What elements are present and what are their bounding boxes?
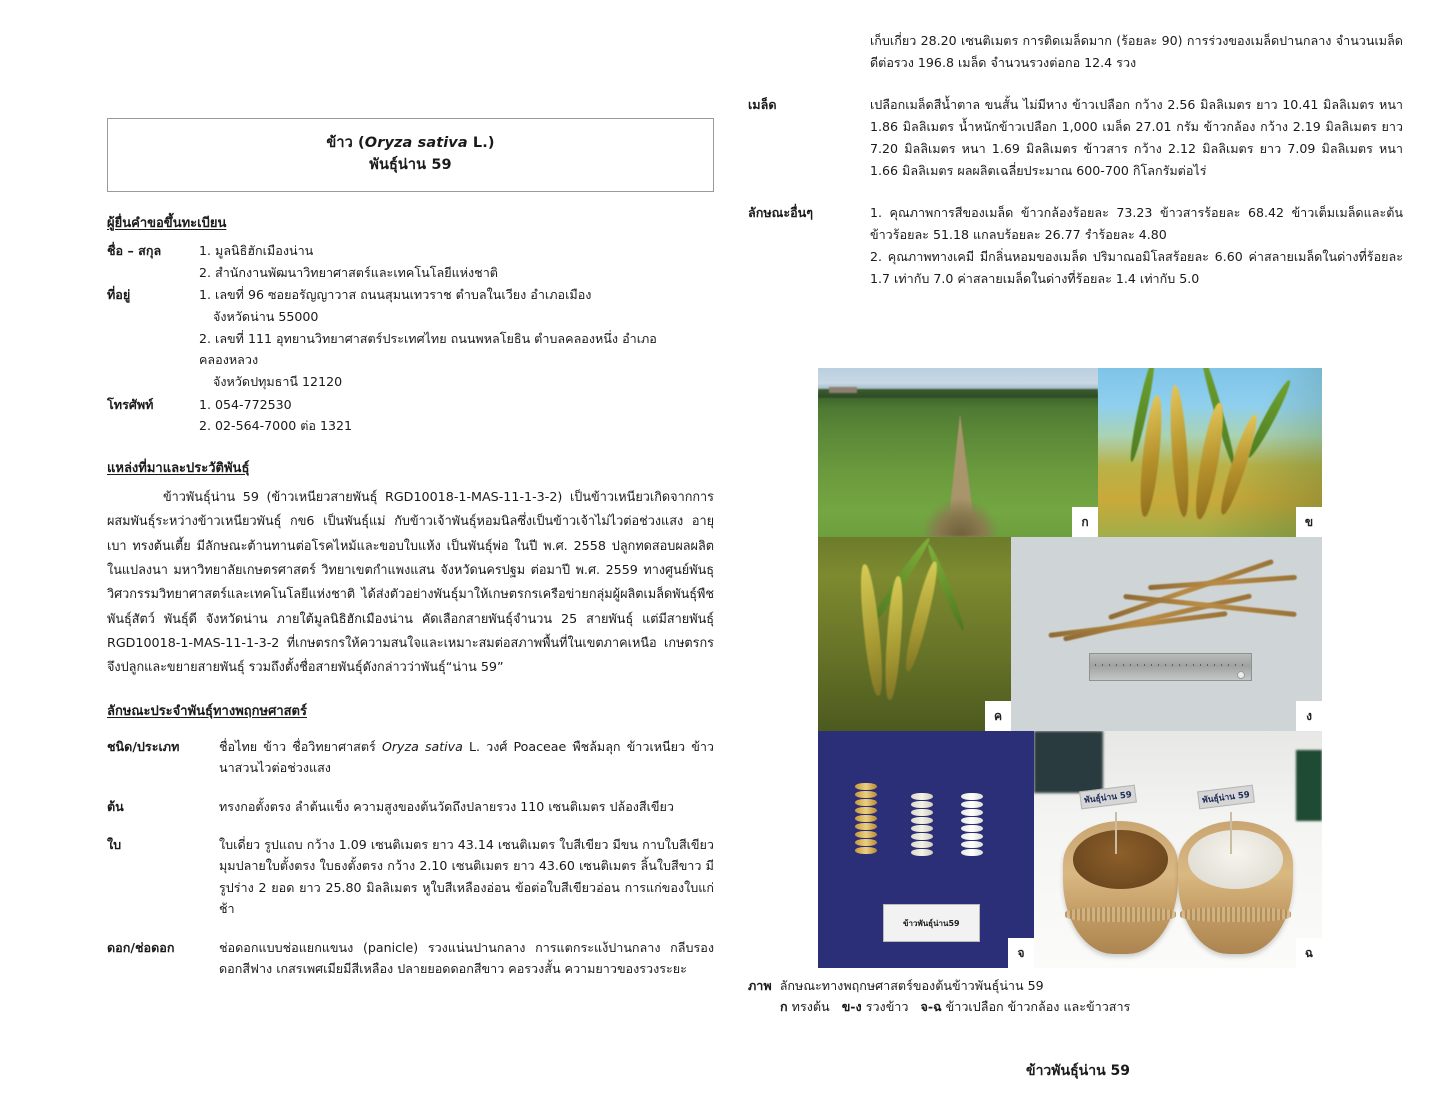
right-column [748,30,1403,290]
applicant-address-row [107,284,714,392]
other-characteristics-line: 2. คุณภาพทางเคมี มีกลิ่นหอมของเมล็ด ปริมาณอมิโลสร้อยละ 6.60 ค่าสลายเมล็ดในด่างที่ร้อยละ 1.7 เท่ากับ 7.0 ค่าสลายเมล็ดในด่างที่ร้อยละ 1.4 เท่ากับ 5.0 [870,249,1403,287]
botanical-heading: ลักษณะประจำพันธุ์ทางพฤกษศาสตร์ [107,703,307,719]
grain-decor [855,799,877,806]
applicant-phone-values [199,394,714,437]
grain-decor [961,833,983,840]
address-item: จังหวัดน่าน 55000 [213,308,319,324]
botanical-value: ช่อดอกแบบช่อแยกแขนง (panicle) รวงแน่นปานกลาง การแตกระแง้ปานกลาง กลีบรองดอกสีฟาง เกสรเพศเมียมีสีเหลือง ปลายยอดดอกสีขาว คอรวงสั้น ความยาวของรวงระยะ [219,939,714,977]
caption-text-c: ข้าวเปลือก ข้าวกล้อง และข้าวสาร [945,999,1131,1015]
applicant-address-values [199,284,714,392]
grain-decor [855,831,877,838]
background-green-decor [1296,750,1322,821]
seed-value [870,94,1403,182]
grain-decor [961,825,983,832]
continuation-paragraph: เก็บเกี่ยว 28.20 เซนติเมตร การติดเมล็ดมาก (ร้อยละ 90) การร่วงของเมล็ดปานกลาง จำนวนเมล็ดดีต่อรวง 196.8 เมล็ด จำนวนรวงต่อกอ 12.4 รวง [870,33,1403,71]
seed-row [748,94,1403,182]
origin-paragraph-text: ข้าวพันธุ์น่าน 59 (ข้าวเหนียวสายพันธุ์ RGD10018-1-MAS-11-1-3-2) เป็นข้าวเหนียวเกิดจากการผสมพันธุ์ระหว่างข้าวเหนียวพันธุ์ กข6 เป็นพันธุ์แม่ กับข้าวเจ้าพันธุ์หอมนิลซึ่งเป็นข้าวเจ้าไม่ไวต่อช่วงแสง อายุเบา ทรงต้นเตี้ย มีลักษณะต้านทานต่อโรคไหม้และขอบใบแห้ง เป็นพันธุ์พ่อ ในปี พ.ศ. 2558 ปลูกทดสอบผลผลิตในแปลงนา มหาวิทยาลัยเกษตรศาสตร์ วิทยาเขตกำแพงแสน จังหวัดนครปฐม ต่อมาปี พ.ศ. 2559 ทางศูนย์พันธุวิศวกรรมวิทยาศาสตร์และเทคโนโลยีแห่งชาติ ได้ส่งตัวอย่างพันธุ์มาให้เกษตรกรเครือข่ายกลุ่มผู้ผลิตเมล็ดพันธุ์พืช พันธุ์สัตว์ พันธุ์ดี จังหวัดน่าน ภายใต้มูลนิธิฮักเมืองน่าน คัดเลือกสายพันธุ์จำนวน 25 สายพันธุ์ แต่มีสายพันธุ์ RGD10018-1-MAS-11-1-3-2 ที่เกษตรกรให้ความสนใจและเหมาะสมต่อสภาพพื้นที่ในเขตภาคเหนือ เกษตรกรจึงปลูกและขยายสายพันธุ์ รวมถึงตั้งชื่อสายพันธุ์ดังกล่าวว่าพันธุ์“น่าน 59” [107,488,714,675]
basket-weave-decor [1065,907,1176,922]
botanical-row-flower [107,937,714,980]
caption-line-2 [748,996,1408,1017]
grain-decor [855,815,877,822]
panicle-field-photo [818,537,1011,731]
ruler-decor [1089,653,1253,680]
caption-text-a: ทรงต้น [791,999,830,1015]
grain-decor [911,833,933,840]
brown-rice-basket [1063,821,1178,954]
grain-decor [961,841,983,848]
caption-text-b: รวงข้าว [865,999,909,1015]
milled-rice-fill [1188,830,1282,888]
address-item: 1. เลขที่ 96 ซอยอรัญญาวาส ถนนสุมนเทวราช ตำบลในเวียง อำเภอเมือง [199,287,592,303]
botanical-row-stem [107,796,714,817]
title-species-prefix: ข้าว ( [326,135,365,151]
phone-item: 1. 054-772530 [199,396,292,412]
grain-decor [961,801,983,808]
other-characteristics-line: 1. คุณภาพการสีของเมล็ด ข้าวกล้องร้อยละ 73.23 ข้าวสารร้อยละ 68.42 ข้าวเต็มเมล็ดและต้นข้าวร้อยละ 51.18 แกลบร้อยละ 26.77 รำร้อยละ 4.80 [870,205,1403,243]
page-footer: ข้าวพันธุ์น่าน 59 [1026,1063,1130,1079]
applicant-name-row [107,240,714,283]
applicant-address-label: ที่อยู่ [107,287,131,303]
caption-text: ลักษณะทางพฤกษศาสตร์ของต้นข้าวพันธุ์น่าน 59 [779,978,1044,993]
photo-tag: ค [985,701,1011,731]
botanical-row-type [107,736,714,779]
rice-baskets-photo [1034,731,1322,968]
grain-decor [911,849,933,856]
ruler-hole-decor [1237,671,1245,679]
botanical-label: ต้น [107,798,124,814]
golden-panicle-photo [1098,368,1322,537]
continuation-block [870,30,1403,74]
photo-row-2 [818,537,1322,731]
left-column [107,118,714,980]
grain-decor [911,841,933,848]
figure-caption [748,975,1408,1018]
origin-paragraph [107,485,714,680]
photo-tag: ข [1296,507,1322,537]
botanical-value-post: L. วงศ์ Poaceae พืชล้มลุก ข้าวเหนียว ข้าวนาสวนไวต่อช่วงแสง [219,738,714,776]
milled-rice-basket [1178,821,1293,954]
photo-tag: ง [1296,701,1322,731]
brown-rice-fill [1073,830,1167,888]
tag-stick-decor [1115,812,1117,855]
basket-weave-decor [1180,907,1291,922]
applicant-heading: ผู้ยื่นคำขอขึ้นทะเบียน [107,215,227,231]
title-box [107,118,714,192]
botanical-label: ดอก/ช่อดอก [107,939,175,955]
grain-decor [855,839,877,846]
photo-grid [818,368,1322,968]
grain-decor [961,817,983,824]
address-item: จังหวัดปทุมธานี 12120 [213,373,343,389]
grain-decor [855,807,877,814]
botanical-value-pre: ชื่อไทย ข้าว ชื่อวิทยาศาสตร์ [219,738,382,754]
botanical-value-scientific: Oryza sativa [381,738,463,754]
botanical-row-leaf [107,834,714,920]
milled-rice-stack [961,793,983,857]
grain-decor [855,783,877,790]
seed-sample-label: ข้าวพันธุ์น่าน59 [883,904,980,942]
basket-tag-left: พันธุ์น่าน 59 [1079,785,1137,810]
photo-row-3 [818,731,1322,968]
other-characteristics-label: ลักษณะอื่นๆ [748,205,814,221]
photo-tag: จ [1008,938,1034,968]
tag-stick-decor [1230,812,1232,855]
rice-field-photo [818,368,1098,537]
botanical-value: ทรงกอตั้งตรง ลำต้นแข็ง ความสูงของต้นวัดถึงปลายรวง 110 เซนติเมตร ปล้องสีเขียว [219,798,674,814]
grain-decor [911,817,933,824]
botanical-value [219,736,714,779]
botanical-label: ชนิด/ประเภท [107,738,180,754]
botanical-value: ใบเดี่ยว รูปแถบ กว้าง 1.09 เซนติเมตร ยาว 43.14 เซนติเมตร ใบสีเขียว มีขน กาบใบสีเขียว มุมปลายใบตั้งตรง ใบธงตั้งตรง กว้าง 2.10 เซนติเมตร ยาว 43.60 เซนติเมตร ลิ้นใบสีขาว มีรูปร่าง 2 ยอด ยาว 25.80 มิลลิเมตร หูใบสีเหลืองอ่อน ข้อต่อใบสีเขียวอ่อน การแก่ของใบแก่ช้า [219,837,714,917]
grain-decor [961,809,983,816]
basket-tag-right: พันธุ์น่าน 59 [1197,785,1255,810]
caption-key-b: ข-ง [841,999,862,1015]
treeline-decor [818,389,1098,397]
grain-decor [911,793,933,800]
panicle-decor [857,564,886,697]
applicant-name-item: 2. สำนักงานพัฒนาวิทยาศาสตร์และเทคโนโลยีแห่งชาติ [199,264,498,280]
caption-line-1 [748,975,1408,996]
applicant-name-item: 1. มูลนิธิฮักเมืองน่าน [199,242,314,258]
caption-key-a: ก [780,999,788,1015]
grain-decor [855,847,877,854]
seed-label: เมล็ด [748,97,777,113]
other-characteristics-row [748,202,1403,290]
applicant-name-values [199,240,714,283]
photo-tag: ฉ [1296,938,1322,968]
grain-decor [911,801,933,808]
grain-decor [911,809,933,816]
other-characteristics-value [870,202,1403,290]
origin-heading: แหล่งที่มาและประวัติพันธุ์ [107,460,250,476]
paddy-grain-stack [855,783,877,855]
grain-decor [961,849,983,856]
background-shadow-decor [1034,731,1103,793]
grain-decor [855,791,877,798]
caption-prefix: ภาพ [748,978,772,993]
title-line-species [118,132,703,154]
photo-row-1 [818,368,1322,537]
seed-value-line: เปลือกเมล็ดสีน้ำตาล ขนสั้น ไม่มีหาง ข้าวเปลือก กว้าง 2.56 มิลลิเมตร ยาว 10.41 มิลลิเมตร หนา 1.86 มิลลิเมตร น้ำหนักข้าวเปลือก 1,000 เมล็ด 27.01 กรัม ข้าวกล้อง กว้าง 2.19 มิลลิเมตร ยาว 7.20 มิลลิเมตร หนา 1.69 มิลลิเมตร ข้าวสาร กว้าง 2.12 มิลลิเมตร ยาว 7.09 มิลลิเมตร หนา 1.66 มิลลิเมตร ผลผลิตเฉลี่ยประมาณ 600-700 กิโลกรัมต่อไร่ [870,97,1403,179]
panicle-decor [1167,385,1191,518]
title-line-variety: พันธุ์น่าน 59 [369,157,452,174]
grain-comparison-photo [818,731,1034,968]
photo-tag: ก [1072,507,1098,537]
grain-decor [961,793,983,800]
applicant-name-label: ชื่อ – สกุล [107,242,162,258]
address-item: 2. เลขที่ 111 อุทยานวิทยาศาสตร์ประเทศไทย ถนนพหลโยธิน ตำบลคลองหนึ่ง อำเภอคลองหลวง [199,330,657,368]
brown-rice-stack [911,793,933,857]
applicant-phone-label: โทรศัพท์ [107,396,154,412]
title-species-suffix: L.) [467,135,495,151]
title-species-scientific: Oryza sativa [364,135,468,151]
grain-decor [911,825,933,832]
botanical-label: ใบ [107,837,122,853]
phone-item: 2. 02-564-7000 ต่อ 1321 [199,418,353,434]
grain-decor [855,823,877,830]
harvested-panicle-ruler-photo [1011,537,1322,731]
caption-key-c: จ-ฉ [920,999,942,1015]
house-decor [829,387,857,394]
applicant-phone-row [107,394,714,437]
